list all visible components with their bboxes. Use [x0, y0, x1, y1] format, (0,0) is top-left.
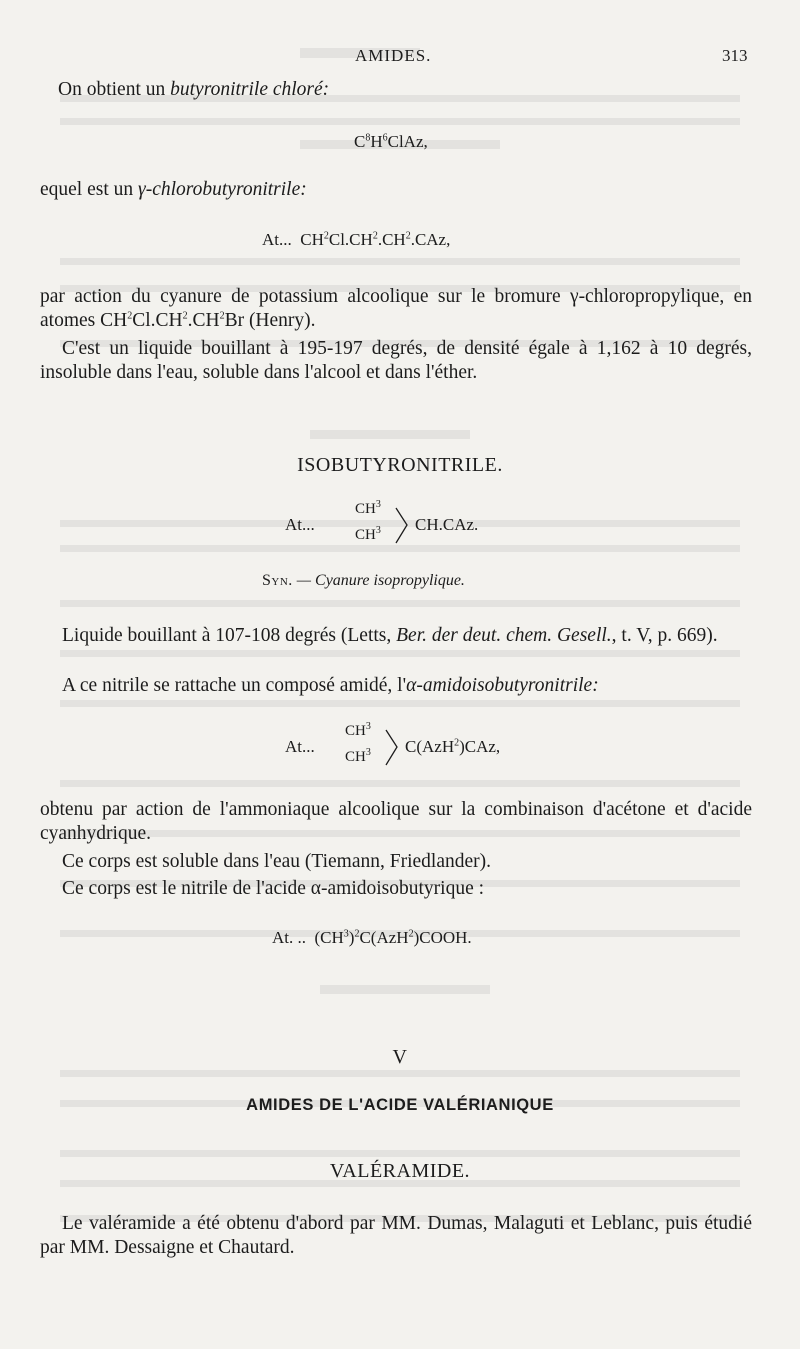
iso-ch3-top: $CH^3$: [355, 499, 381, 517]
paragraph-amide: [62, 674, 599, 698]
amido-ch3-bottom: $CH^3$: [345, 747, 371, 765]
letts-suffix: , t. V, p. 669).: [611, 625, 718, 646]
atomic-label: At...: [262, 230, 292, 249]
raw-formula: $C^8H^6ClAz$,: [354, 132, 428, 151]
letts-prefix: Liquide bouillant à 107-108 degrés (Letts,: [62, 625, 397, 646]
chapter-title: AMIDES DE L'ACIDE VALÉRIANIQUE: [246, 1096, 554, 1114]
paragraph-acetone: obtenu par action de l'ammoniaque alcoolique sur la combinaison d'acétone et d'acide cyanhydrique.: [40, 799, 752, 844]
intro-italic: butyronitrile chloré:: [170, 79, 330, 100]
paragraph-valeramide: Le valéramide a été obtenu d'abord par MM. Dumas, Malaguti et Leblanc, puis étudié par MM. Dessaigne et Chautard.: [40, 1213, 752, 1258]
acid-at-label: At. ..: [272, 928, 306, 947]
letts-italic: Ber. der deut. chem. Gesell.: [396, 625, 612, 646]
running-header-title: AMIDES.: [355, 46, 432, 65]
page-number: 313: [722, 46, 748, 65]
amide-prefix: A ce nitrile se rattache un composé amidé, l': [62, 675, 407, 696]
intro-line: [58, 78, 329, 102]
amido-rest: C(AzH$^2$)CAz,: [405, 737, 501, 756]
synonym-line: [262, 572, 465, 590]
acid-formula: At. .. $(CH^3)^2C(AzH^2)COOH$.: [272, 928, 472, 947]
amido-ch3-top: $CH^3$: [345, 721, 371, 739]
iso-ch3-bottom: $CH^3$: [355, 525, 381, 543]
atomic-formula: At... $CH^2Cl.CH^2.CH^2.CAz$,: [262, 230, 451, 249]
amido-bracket: [383, 727, 401, 769]
convergence-bracket: [393, 505, 411, 547]
paragraph-letts: [40, 624, 752, 648]
which-italic: γ-chlorobutyronitrile:: [138, 179, 307, 200]
synonym-text: — Cyanure isopropylique.: [296, 572, 465, 589]
iso-at-label: At...: [285, 515, 315, 534]
amido-at-label: At...: [285, 737, 315, 756]
intro-prefix: On obtient un: [58, 79, 171, 100]
iso-rest: CH.CAz.: [415, 515, 479, 534]
which-line: [40, 178, 307, 202]
amide-italic: α-amidoisobutyronitrile:: [406, 675, 599, 696]
which-prefix: equel est un: [40, 179, 139, 200]
section-title-valeramide: VALÉRAMIDE.: [329, 1160, 471, 1182]
paragraph-acid: Ce corps est le nitrile de l'acide α-amidoisobutyrique :: [62, 878, 485, 899]
paragraph-properties: C'est un liquide bouillant à 195-197 degrés, de densité égale à 1,162 à 10 degrés, insoluble dans l'eau, soluble dans l'alcool et dans l'éther.: [40, 338, 752, 383]
chapter-number: V: [392, 1046, 408, 1068]
section-title-isobutyronitrile: ISOBUTYRONITRILE.: [297, 454, 503, 476]
paragraph-tiemann: Ce corps est soluble dans l'eau (Tiemann, Friedlander).: [62, 851, 491, 872]
synonym-label: Syn.: [262, 572, 293, 589]
paragraph-cyanure: par action du cyanure de potassium alcoolique sur le bromure γ-chloropropylique, en atomes $CH^2Cl.CH^2.CH^2Br$ (Henry).: [40, 286, 752, 331]
